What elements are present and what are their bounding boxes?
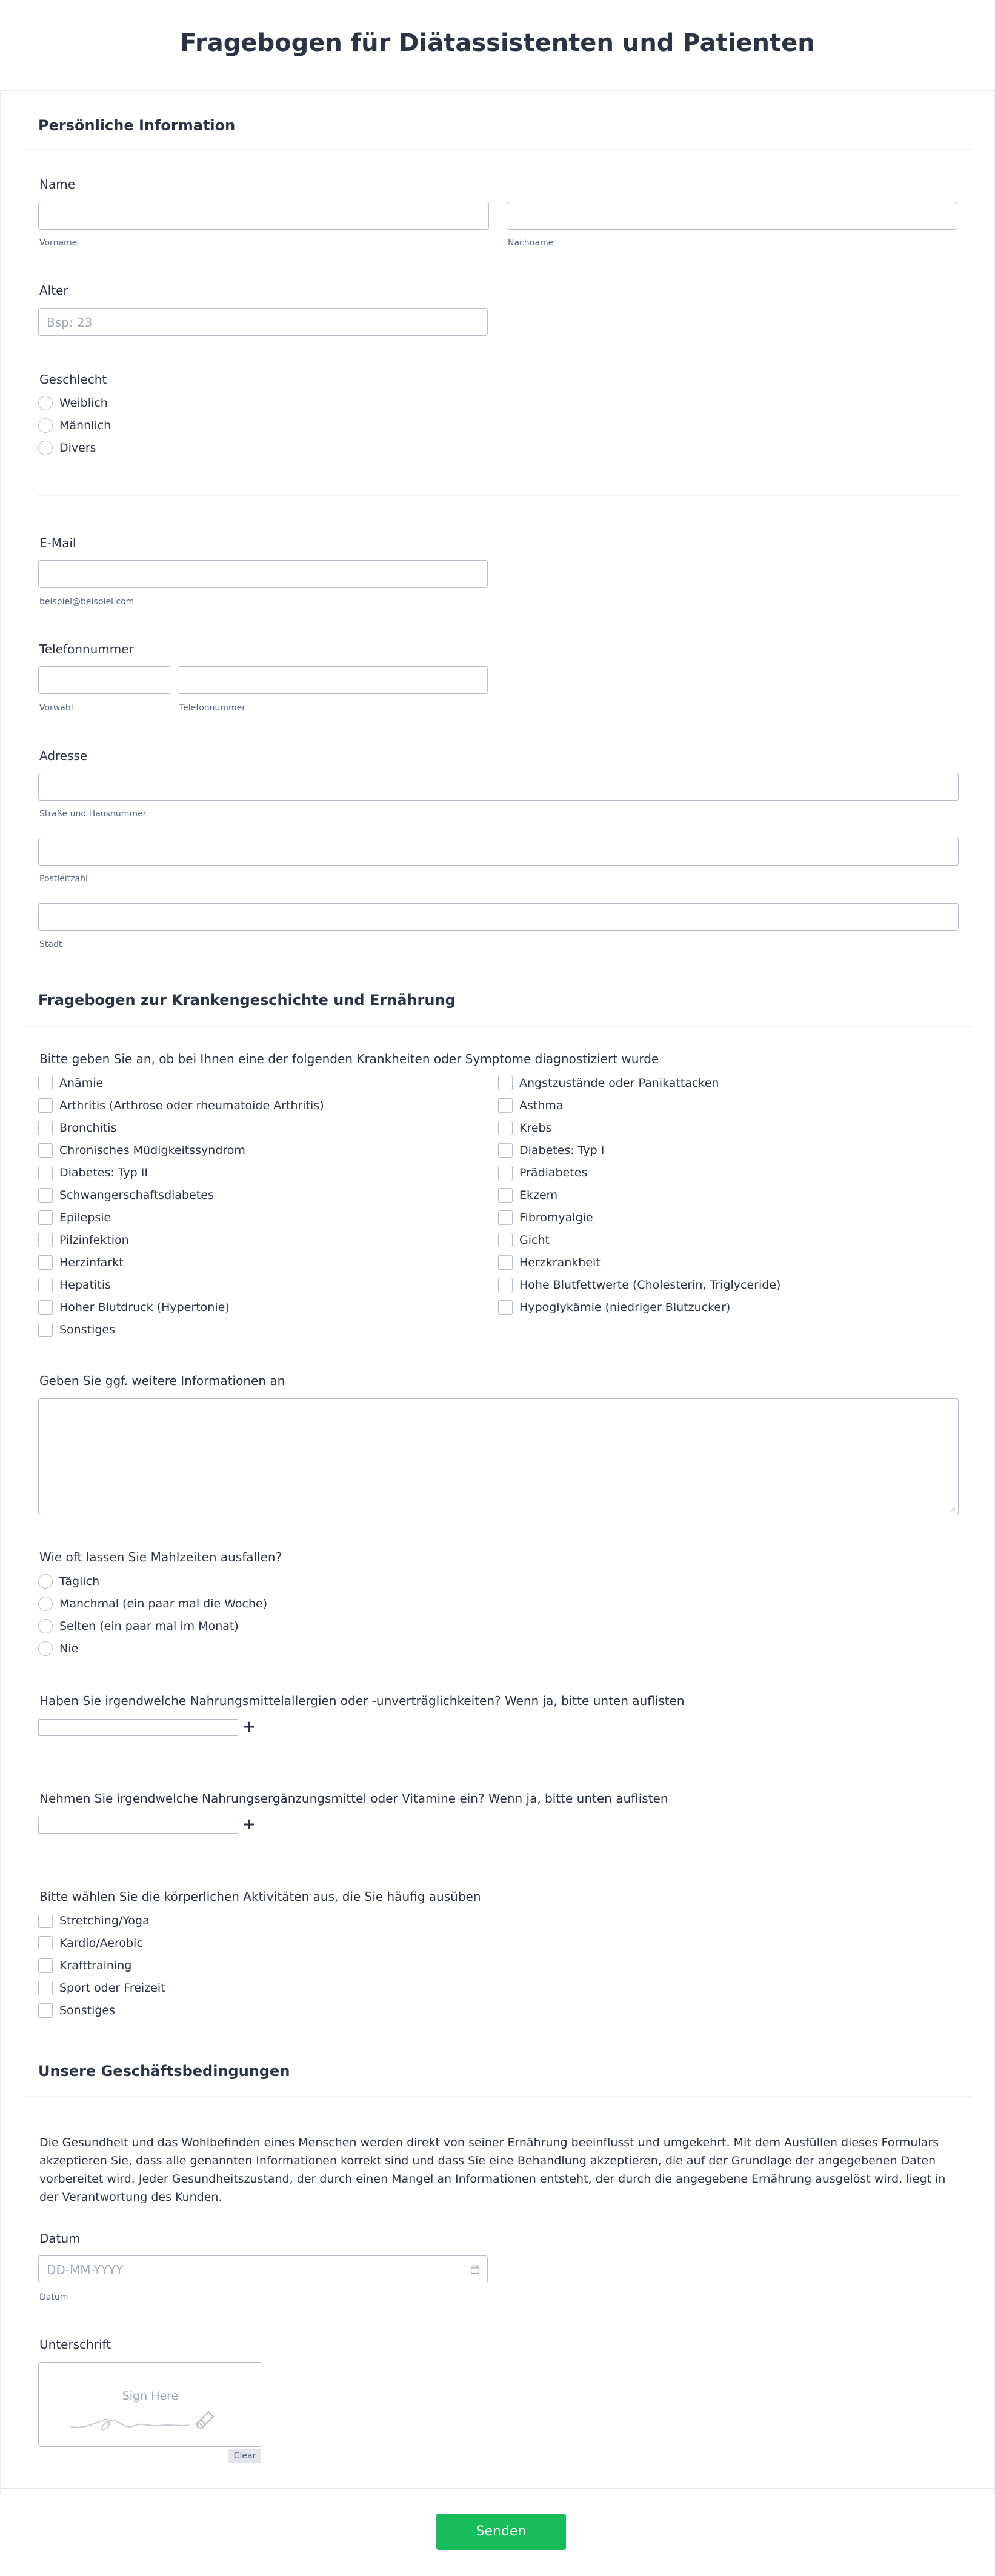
condition-label: Hoher Blutdruck (Hypertonie) [59,1301,230,1314]
condition-checkbox[interactable] [38,1233,53,1247]
add-allergy-icon[interactable]: + [242,1718,256,1736]
condition-checkbox[interactable] [498,1166,513,1180]
condition-checkbox[interactable] [38,1188,53,1203]
clear-signature-button[interactable]: Clear [228,2449,261,2463]
condition-checkbox[interactable] [38,1076,53,1090]
condition-label: Herzkrankheit [519,1256,601,1269]
first-name-sublabel: Vorname [39,238,78,248]
date-sublabel: Datum [39,2292,68,2302]
more-info-textarea[interactable] [38,1398,959,1515]
activity-label: Kardio/Aerobic [59,1937,143,1950]
skip-meals-radio[interactable] [38,1641,53,1656]
activities-label: Bitte wählen Sie die körperlichen Aktivitäten aus, die Sie häufig ausüben [39,1889,481,1904]
section-title-medical: Fragebogen zur Krankengeschichte und Ernährung [38,992,456,1009]
zip-input[interactable] [38,838,959,866]
more-info-label: Geben Sie ggf. weitere Informationen an [39,1373,285,1388]
activity-checkbox[interactable] [38,1981,53,1995]
condition-label: Asthma [519,1099,564,1112]
gender-label: Geschlecht [39,372,107,387]
first-name-input[interactable] [38,202,489,230]
signature-label: Unterschrift [39,2337,111,2352]
activity-label: Stretching/Yoga [59,1914,150,1927]
field-divider [38,495,959,496]
city-sublabel: Stadt [39,939,62,949]
condition-label: Diabetes: Typ II [59,1166,148,1180]
section-divider [24,2096,971,2097]
age-input[interactable] [38,308,488,336]
age-label: Alter [39,283,68,298]
form-title: Fragebogen für Diätassistenten und Patienten [180,29,815,57]
condition-label: Angstzustände oder Panikattacken [519,1076,719,1090]
condition-label: Schwangerschaftsdiabetes [59,1189,214,1202]
condition-label: Chronisches Müdigkeitssyndrom [59,1144,245,1157]
allergies-input[interactable] [38,1719,238,1736]
condition-label: Sonstiges [59,1323,116,1336]
condition-label: Anämie [59,1076,104,1090]
activity-label: Krafttraining [59,1959,132,1972]
last-name-input[interactable] [507,202,957,230]
condition-label: Hypoglykämie (niedriger Blutzucker) [519,1301,731,1314]
condition-label: Epilepsie [59,1211,111,1224]
activity-checkbox[interactable] [38,1936,53,1950]
condition-checkbox[interactable] [38,1210,53,1225]
condition-label: Gicht [519,1233,550,1247]
name-label: Name [39,177,76,192]
signature-pad[interactable] [38,2362,262,2447]
condition-checkbox[interactable] [38,1255,53,1270]
form-footer [0,2488,995,2576]
condition-checkbox[interactable] [498,1188,513,1203]
calendar-icon[interactable] [470,2264,480,2274]
zip-sublabel: Postleitzahl [39,874,88,884]
condition-label: Fibromyalgie [519,1211,593,1224]
gender-option-label: Männlich [59,419,111,432]
supplements-input[interactable] [38,1817,238,1834]
condition-label: Arthritis (Arthrose oder rheumatoide Arthritis) [59,1099,324,1112]
street-input[interactable] [38,773,959,801]
skip-meals-radio[interactable] [38,1574,53,1589]
condition-checkbox[interactable] [498,1255,513,1270]
activity-label: Sonstiges [59,2004,116,2017]
terms-text: Die Gesundheit und das Wohlbefinden eines Menschen werden direkt von seiner Ernährung beeinflusst und umgekehrt. Mit dem Ausfüllen dieses Formulars akzeptieren Sie, dass alle genannten Informationen korrekt sind und dass Sie eine Behandlung akzeptieren, die auf der Grundlage der angegebenen Daten vorbereitet wird. Jeder Gesundheitszustand, der durch einen Mangel an Informationen entsteht, der durch die angegebene Ernährung ausgelöst wird, liegt in der Verantwortung des Kunden. [39,2136,946,2204]
skip-meals-radio[interactable] [38,1597,53,1611]
date-input[interactable] [38,2255,488,2283]
condition-checkbox[interactable] [498,1210,513,1225]
condition-checkbox[interactable] [38,1098,53,1113]
skip-meals-option-label: Nie [59,1642,79,1655]
date-placeholder: DD-MM-YYYY [47,2263,124,2277]
street-sublabel: Straße und Hausnummer [39,809,147,819]
skip-meals-label: Wie oft lassen Sie Mahlzeiten ausfallen? [39,1550,282,1564]
form-header [0,0,995,91]
phone-number-input[interactable] [178,666,488,694]
email-input[interactable] [38,560,488,588]
condition-label: Bronchitis [59,1121,117,1135]
condition-checkbox[interactable] [498,1233,513,1247]
last-name-sublabel: Nachname [508,238,554,248]
signature-scribble-icon [68,2405,238,2435]
supplements-label: Nehmen Sie irgendwelche Nahrungsergänzungsmittel oder Vitamine ein? Wenn ja, bitte unten auflisten [39,1791,668,1806]
condition-label: Prädiabetes [519,1166,588,1180]
activity-label: Sport oder Freizeit [59,1981,165,1995]
city-input[interactable] [38,903,959,931]
submit-button[interactable]: Senden [436,2514,566,2550]
gender-radio[interactable] [38,441,53,455]
condition-checkbox[interactable] [498,1121,513,1135]
condition-label: Ekzem [519,1189,558,1202]
add-supplement-icon[interactable]: + [242,1815,256,1834]
condition-checkbox[interactable] [498,1278,513,1292]
section-title-terms: Unsere Geschäftsbedingungen [38,2063,290,2080]
age-placeholder: Bsp: 23 [47,315,93,330]
condition-checkbox[interactable] [498,1076,513,1090]
area-code-sublabel: Vorwahl [39,703,73,713]
condition-label: Hohe Blutfettwerte (Cholesterin, Triglyceride) [519,1278,781,1292]
gender-radio[interactable] [38,396,53,410]
condition-label: Hepatitis [59,1278,111,1292]
phone-label: Telefonnummer [39,642,134,656]
condition-label: Pilzinfektion [59,1233,129,1247]
condition-checkbox[interactable] [38,1143,53,1158]
condition-checkbox[interactable] [38,1166,53,1180]
skip-meals-option-label: Manchmal (ein paar mal die Woche) [59,1597,268,1610]
condition-checkbox[interactable] [38,1121,53,1135]
condition-checkbox[interactable] [38,1323,53,1337]
activity-checkbox[interactable] [38,1914,53,1928]
conditions-label: Bitte geben Sie an, ob bei Ihnen eine der folgenden Krankheiten oder Symptome diagnostiziert wurde [39,1052,659,1066]
skip-meals-option-label: Selten (ein paar mal im Monat) [59,1620,239,1633]
allergies-label: Haben Sie irgendwelche Nahrungsmittelallergien oder -unverträglichkeiten? Wenn ja, bitte unten auflisten [39,1693,685,1708]
skip-meals-radio[interactable] [38,1619,53,1633]
area-code-input[interactable] [38,666,171,694]
sign-here-label: Sign Here [122,2389,179,2403]
condition-label: Diabetes: Typ I [519,1144,605,1157]
condition-checkbox[interactable] [38,1278,53,1292]
address-label: Adresse [39,749,88,763]
date-label: Datum [39,2231,81,2246]
section-title-personal: Persönliche Information [38,117,236,134]
phone-number-sublabel: Telefonnummer [179,703,246,713]
activity-checkbox[interactable] [38,2003,53,2018]
condition-label: Herzinfarkt [59,1256,124,1269]
gender-option-label: Divers [59,441,96,455]
gender-option-label: Weiblich [59,396,108,410]
condition-checkbox[interactable] [38,1300,53,1315]
resize-handle-icon[interactable] [950,1506,956,1512]
email-sublabel: beispiel@beispiel.com [39,597,135,607]
gender-radio[interactable] [38,418,53,433]
section-divider [24,149,971,150]
activity-checkbox[interactable] [38,1958,53,1973]
condition-checkbox[interactable] [498,1300,513,1315]
section-divider [24,1026,971,1027]
condition-label: Krebs [519,1121,552,1135]
condition-checkbox[interactable] [498,1143,513,1158]
email-label: E-Mail [39,536,76,550]
skip-meals-option-label: Täglich [59,1575,100,1588]
condition-checkbox[interactable] [498,1098,513,1113]
